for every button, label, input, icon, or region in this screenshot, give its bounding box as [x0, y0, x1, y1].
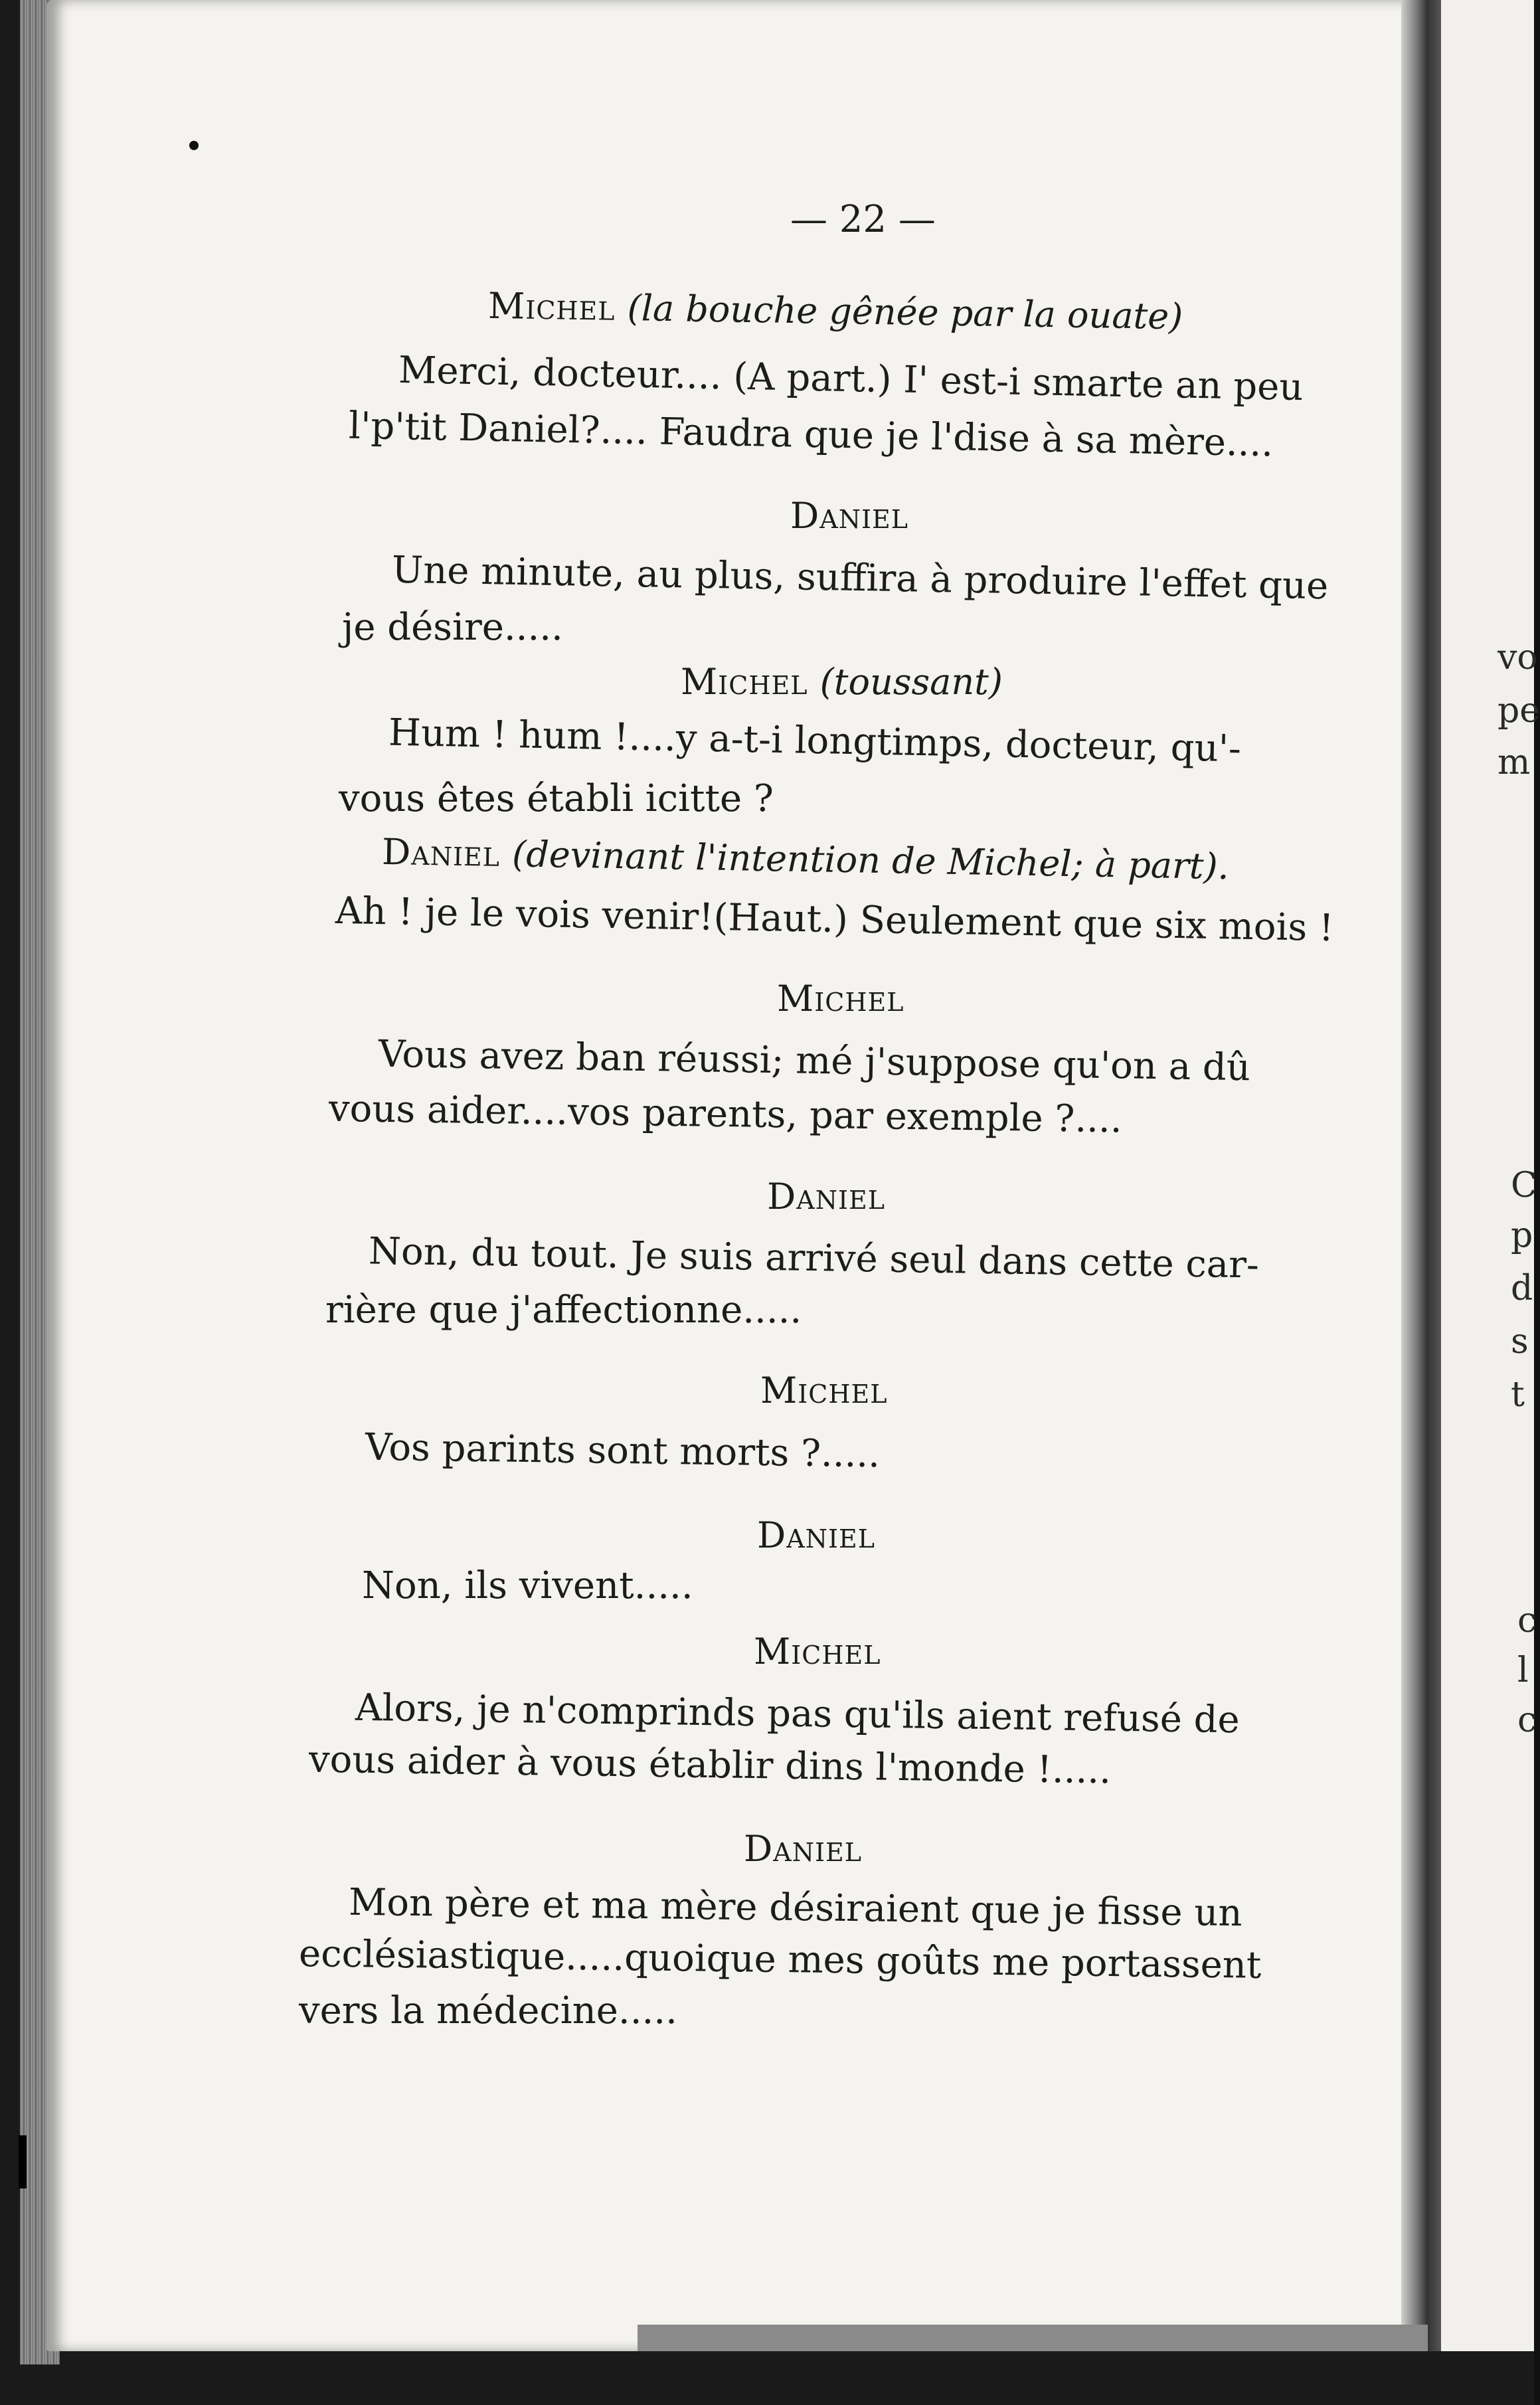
dialogue-line: Vous avez ban réussi; mé j'suppose qu'on a dû: [378, 1032, 1251, 1090]
page-number: — 22 —: [790, 198, 936, 241]
book-gutter: [1401, 0, 1441, 2351]
stage-direction: (devinant l'intention de Michel; à part).: [511, 833, 1230, 888]
dialogue-line: vers la médecine.....: [299, 1989, 677, 2032]
speaker-name: Michel: [777, 978, 904, 1020]
dialogue-line: rière que j'affectionne.....: [325, 1289, 802, 1332]
dialogue-line: Merci, docteur.... (A part.) I' est-i smarte an peu: [398, 348, 1304, 410]
facing-page-fragment: vo: [1497, 638, 1538, 677]
speaker-name: Daniel: [757, 1514, 875, 1556]
speaker-name: Michel: [754, 1631, 881, 1672]
ink-dot: [189, 141, 199, 150]
facing-page-fragment: pe: [1497, 691, 1540, 731]
dialogue-line: l'p'tit Daniel?.... Faudra que je l'dise à sa mère....: [348, 404, 1274, 466]
book-page: [46, 0, 1428, 2351]
dialogue-line: Non, ils vivent.....: [362, 1564, 693, 1607]
speaker-name: Daniel: [790, 495, 908, 537]
facing-page-fragment: c: [1517, 1700, 1537, 1740]
dialogue-line: Non, du tout. Je suis arrivé seul dans cette car-: [368, 1229, 1260, 1287]
facing-page-fragment: s: [1511, 1322, 1529, 1362]
speaker-name: Michel: [681, 661, 808, 703]
dialogue-line: vous aider....vos parents, par exemple ?....: [328, 1087, 1123, 1142]
facing-page-fragment: c: [1517, 1601, 1537, 1641]
speaker-name: Daniel: [381, 830, 501, 875]
facing-page-fragment: m: [1497, 743, 1531, 782]
speaker-name: Michel: [487, 284, 616, 329]
dialogue-line: vous aider à vous établir dins l'monde !.....: [308, 1737, 1112, 1793]
facing-page-fragment: t: [1511, 1375, 1525, 1415]
dialogue-line: je désire.....: [342, 606, 563, 649]
dialogue-line: Alors, je n'comprinds pas qu'ils aient refusé de: [355, 1686, 1241, 1742]
facing-page-fragment: l: [1517, 1650, 1529, 1690]
speaker-name: Daniel: [744, 1828, 862, 1870]
scan-bottom-strip: [638, 2325, 1428, 2351]
facing-page-fragment: p: [1511, 1215, 1533, 1255]
facing-page-fragment: d: [1511, 1269, 1533, 1308]
speaker-name: Michel: [760, 1370, 888, 1411]
dialogue-line: Une minute, au plus, suffira à produire l'effet que: [391, 548, 1329, 608]
facing-page-fragment: C: [1511, 1166, 1537, 1205]
speaker-line: [681, 661, 1003, 703]
dialogue-line: Ah ! je le vois venir!(Haut.) Seulement que six mois !: [335, 889, 1335, 950]
spine-mark: [19, 2135, 27, 2188]
dialogue-line: vous êtes établi icitte ?: [339, 777, 774, 820]
dialogue-line: Vos parints sont morts ?.....: [365, 1425, 881, 1476]
stage-direction: (la bouche gênée par la ouate): [627, 287, 1183, 338]
speaker-name: Daniel: [767, 1176, 885, 1217]
dialogue-line: Hum ! hum !....y a-t-i longtimps, docteur, qu'-: [388, 711, 1242, 771]
dialogue-line: ecclésiastique.....quoique mes goûts me portassent: [298, 1932, 1262, 1987]
dialogue-line: Mon père et ma mère désiraient que je fisse un: [348, 1880, 1242, 1935]
stage-direction: (toussant): [819, 661, 1003, 703]
